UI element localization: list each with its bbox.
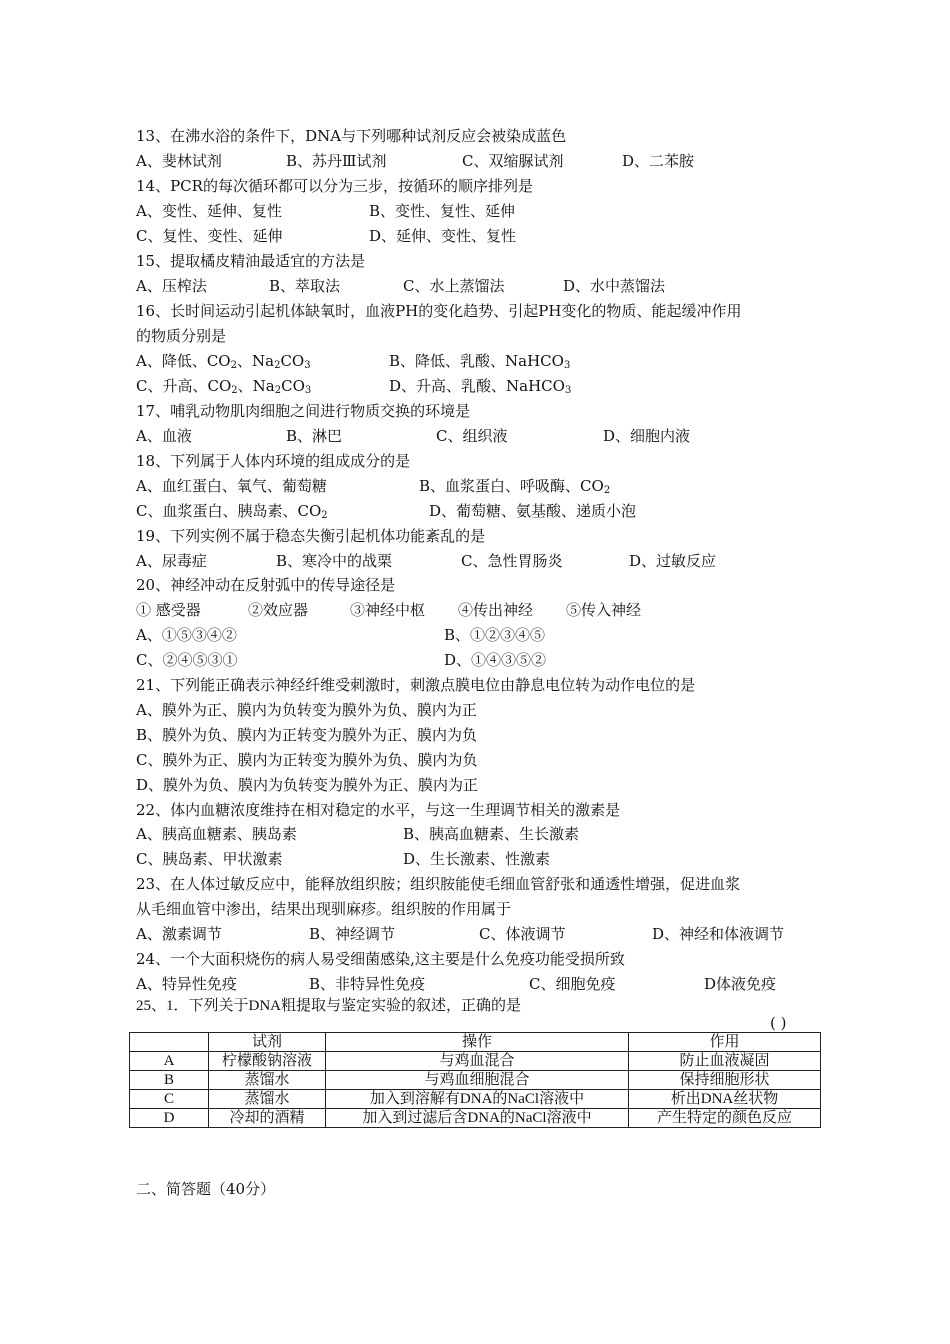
table-header-cell: 操作 xyxy=(326,1033,629,1052)
q20-item-3: ③神经中枢 xyxy=(350,601,426,619)
q13-option-a: A、斐林试剂 xyxy=(136,152,222,170)
q15-option-a: A、压榨法 xyxy=(136,277,207,295)
q25-table xyxy=(129,1032,821,1128)
q13-stem: 13、在沸水浴的条件下，DNA与下列哪种试剂反应会被染成蓝色 xyxy=(136,127,567,145)
q20-option-c: C、②④⑤③① xyxy=(136,651,238,669)
q13-option-c: C、双缩脲试剂 xyxy=(462,152,564,170)
table-header-cell: 作用 xyxy=(629,1033,821,1052)
table-cell: 产生特定的颜色反应 xyxy=(629,1109,821,1128)
q18-option-a: A、血红蛋白、氧气、葡萄糖 xyxy=(136,477,327,495)
q16-option-d: D、升高、乳酸、NaHCO$_3$ xyxy=(389,377,572,396)
q14-option-a: A、变性、延伸、复性 xyxy=(136,202,282,220)
q18-option-c: C、血浆蛋白、胰岛素、$CO_2$ xyxy=(136,502,328,521)
q17-stem: 17、哺乳动物肌肉细胞之间进行物质交换的环境是 xyxy=(136,402,471,420)
table-cell: C xyxy=(130,1090,209,1109)
table-cell: 与鸡血细胞混合 xyxy=(326,1071,629,1090)
q24-option-b: B、非特异性免疫 xyxy=(309,975,426,993)
table-cell: 与鸡血混合 xyxy=(326,1052,629,1071)
q13-option-d: D、二苯胺 xyxy=(622,152,695,170)
q17-option-c: C、组织液 xyxy=(436,427,508,445)
table-cell: 柠檬酸钠溶液 xyxy=(209,1052,326,1071)
q18-option-d: D、葡萄糖、氨基酸、递质小泡 xyxy=(429,502,637,520)
q20-item-5: ⑤传入神经 xyxy=(566,601,642,619)
q22-option-d: D、生长激素、性激素 xyxy=(403,850,551,868)
table-cell: 蒸馏水 xyxy=(209,1090,326,1109)
table-header-cell: 试剂 xyxy=(209,1033,326,1052)
q21-option-a: A、膜外为正、膜内为负转变为膜外为负、膜内为正 xyxy=(136,701,477,719)
q22-stem: 22、体内血糖浓度维持在相对稳定的水平，与这一生理调节相关的激素是 xyxy=(136,801,621,819)
table-cell: 蒸馏水 xyxy=(209,1071,326,1090)
q22-option-b: B、胰高血糖素、生长激素 xyxy=(403,825,580,843)
table-cell: D xyxy=(130,1109,209,1128)
q19-option-c: C、急性胃肠炎 xyxy=(461,552,563,570)
q20-item-4: ④传出神经 xyxy=(458,601,534,619)
table-cell: 保持细胞形状 xyxy=(629,1071,821,1090)
q21-option-d: D、膜外为负、膜内为负转变为膜外为正、膜内为正 xyxy=(136,776,479,794)
table-row xyxy=(130,1109,821,1128)
table-header-row xyxy=(130,1033,821,1052)
q15-option-b: B、萃取法 xyxy=(269,277,341,295)
table-cell: 冷却的酒精 xyxy=(209,1109,326,1128)
q20-option-d: D、①④③⑤② xyxy=(444,651,547,669)
answer-parentheses: ( ) xyxy=(770,1014,787,1032)
q17-option-d: D、细胞内液 xyxy=(603,427,691,445)
q15-option-d: D、水中蒸馏法 xyxy=(563,277,666,295)
table-row xyxy=(130,1071,821,1090)
q16-option-b: B、降低、乳酸、NaHCO$_3$ xyxy=(389,352,571,371)
q14-option-d: D、延伸、变性、复性 xyxy=(369,227,517,245)
q19-option-a: A、尿毒症 xyxy=(136,552,207,570)
q19-option-b: B、寒冷中的战栗 xyxy=(276,552,393,570)
table-header-cell xyxy=(130,1033,209,1052)
q18-stem: 18、下列属于人体内环境的组成成分的是 xyxy=(136,452,411,470)
q24-option-d: D体液免疫 xyxy=(704,975,777,993)
q16-stem-line1: 16、长时间运动引起机体缺氧时，血液PH的变化趋势、引起PH变化的物质、能起缓冲作用 xyxy=(136,302,742,320)
q14-stem: 14、PCR的每次循环都可以分为三步，按循环的顺序排列是 xyxy=(136,177,533,195)
q16-option-a: A、降低、$CO_2$、$Na_2CO_3$ xyxy=(136,352,311,371)
q14-option-c: C、复性、变性、延伸 xyxy=(136,227,283,245)
q22-option-c: C、胰岛素、甲状激素 xyxy=(136,850,283,868)
q15-option-c: C、水上蒸馏法 xyxy=(403,277,505,295)
q20-item-1: ① 感受器 xyxy=(136,601,201,619)
q16-stem-line2: 的物质分别是 xyxy=(136,327,227,345)
table-row xyxy=(130,1052,821,1071)
table-cell: 防止血液凝固 xyxy=(629,1052,821,1071)
q23-option-b: B、神经调节 xyxy=(309,925,396,943)
q20-option-a: A、①⑤③④② xyxy=(136,626,237,644)
q20-item-2: ②效应器 xyxy=(248,601,309,619)
q17-option-a: A、血液 xyxy=(136,427,192,445)
q13-option-b: B、苏丹Ⅲ试剂 xyxy=(286,152,387,170)
table-cell: 析出DNA丝状物 xyxy=(629,1090,821,1109)
q16-option-c: C、升高、$CO_2$、$Na_2CO_3$ xyxy=(136,377,312,396)
q20-stem: 20、神经冲动在反射弧中的传导途径是 xyxy=(136,576,396,594)
q23-stem-line1: 23、在人体过敏反应中，能释放组织胺；组织胺能使毛细血管舒张和通透性增强，促进血浆 xyxy=(136,875,741,893)
q21-option-b: B、膜外为负、膜内为正转变为膜外为正、膜内为负 xyxy=(136,726,478,744)
q21-option-c: C、膜外为正、膜内为正转变为膜外为负、膜内为负 xyxy=(136,751,478,769)
q18-option-b: B、血浆蛋白、呼吸酶、$CO_2$ xyxy=(419,477,611,496)
q25-stem: 25、1．下列关于DNA粗提取与鉴定实验的叙述，正确的是 xyxy=(136,998,521,1014)
q23-option-d: D、神经和体液调节 xyxy=(652,925,785,943)
q22-option-a: A、胰高血糖素、胰岛素 xyxy=(136,825,297,843)
table-row xyxy=(130,1090,821,1109)
q19-stem: 19、下列实例不属于稳态失衡引起机体功能紊乱的是 xyxy=(136,527,486,545)
q17-option-b: B、淋巴 xyxy=(286,427,343,445)
q23-stem-line2: 从毛细血管中渗出，结果出现驯麻疹。组织胺的作用属于 xyxy=(136,900,512,918)
q24-option-a: A、特异性免疫 xyxy=(136,975,237,993)
table-cell: 加入到过滤后含DNA的NaCl溶液中 xyxy=(326,1109,629,1128)
q14-option-b: B、变性、复性、延伸 xyxy=(369,202,516,220)
table-cell: A xyxy=(130,1052,209,1071)
q23-option-a: A、激素调节 xyxy=(136,925,222,943)
q24-option-c: C、细胞免疫 xyxy=(529,975,616,993)
section-heading: 二、简答题（40分） xyxy=(136,1180,276,1198)
q21-stem: 21、下列能正确表示神经纤维受刺激时，刺激点膜电位由静息电位转为动作电位的是 xyxy=(136,676,696,694)
q20-option-b: B、①②③④⑤ xyxy=(444,626,546,644)
q24-stem: 24、一个大面积烧伤的病人易受细菌感染,这主要是什么免疫功能受损所致 xyxy=(136,950,625,968)
table-cell: 加入到溶解有DNA的NaCl溶液中 xyxy=(326,1090,629,1109)
q23-option-c: C、体液调节 xyxy=(479,925,566,943)
table-cell: B xyxy=(130,1071,209,1090)
q15-stem: 15、提取橘皮精油最适宜的方法是 xyxy=(136,252,366,270)
q19-option-d: D、过敏反应 xyxy=(629,552,717,570)
